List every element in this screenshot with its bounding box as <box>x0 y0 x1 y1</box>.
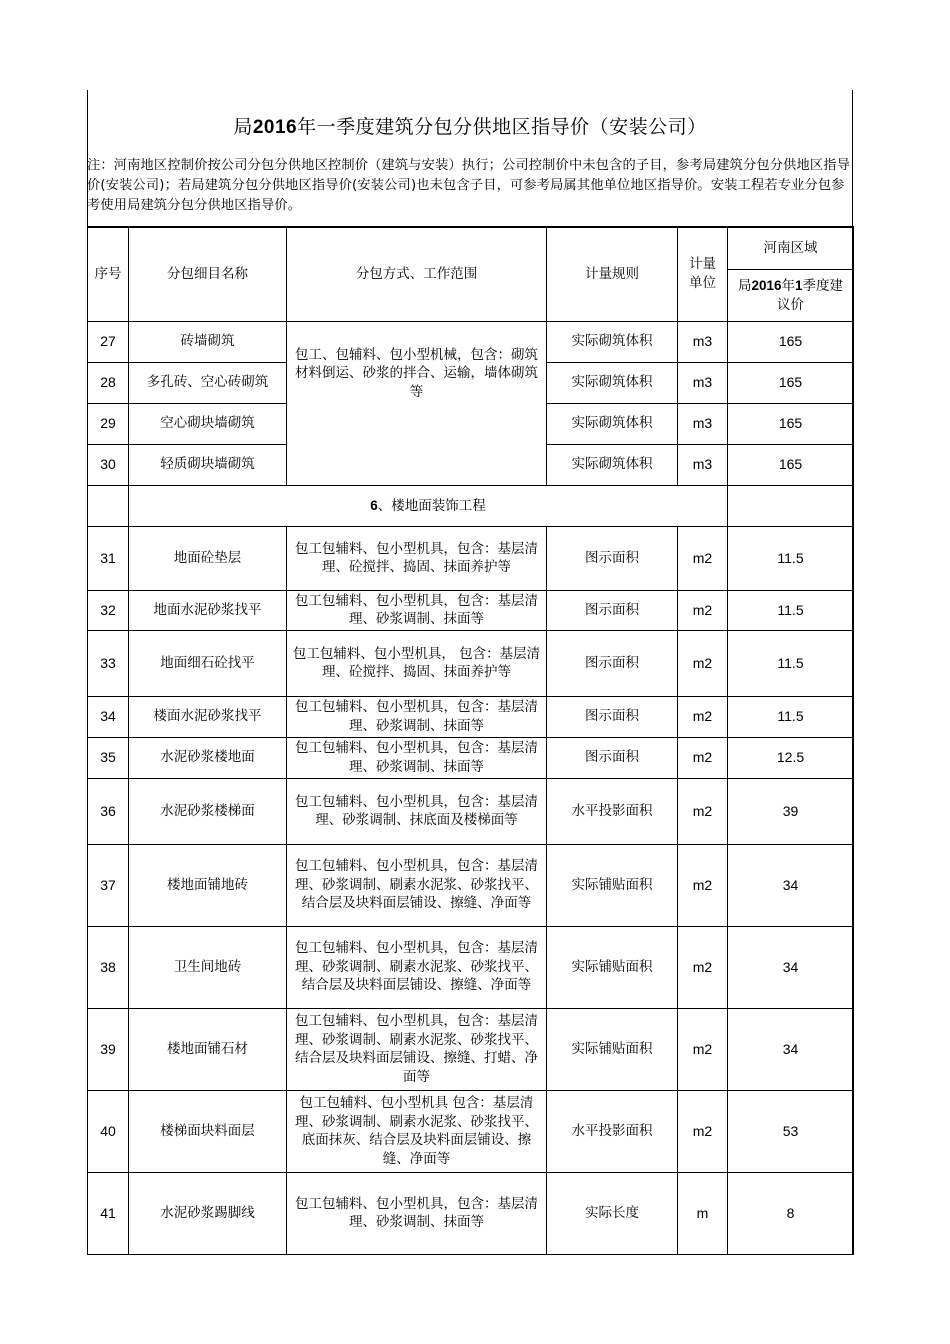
row-seq: 41 <box>88 1172 129 1254</box>
table-row <box>88 1172 854 1254</box>
row-item-name: 地面细石砼找平 <box>129 630 287 696</box>
row-rule: 实际铺贴面积 <box>547 844 678 926</box>
row-item-name: 楼梯面块料面层 <box>129 1090 287 1172</box>
title-suffix: 年一季度建筑分包分供地区指导价（安装公司） <box>297 116 707 138</box>
row-seq: 40 <box>88 1090 129 1172</box>
row-item-name: 地面水泥砂浆找平 <box>129 590 287 630</box>
row-seq: 29 <box>88 403 129 444</box>
row-rule: 实际铺贴面积 <box>547 926 678 1008</box>
section-row <box>88 485 854 526</box>
masonry-shared-scope: 包工、包辅料、包小型机械，包含：砌筑材料倒运、砂浆的拌合、运输，墙体砌筑等 <box>287 321 547 485</box>
table-row <box>88 590 854 630</box>
row-seq: 39 <box>88 1008 129 1090</box>
row-rule: 实际铺贴面积 <box>547 1008 678 1090</box>
table-row <box>88 696 854 737</box>
table-row <box>88 737 854 778</box>
row-seq: 38 <box>88 926 129 1008</box>
row-rule: 实际砌筑体积 <box>547 321 678 362</box>
row-seq: 27 <box>88 321 129 362</box>
note-text: 注：河南地区控制价按公司分包分供地区控制价（建筑与安装）执行；公司控制价中未包含的子目，参考局建筑分包分供地区指导价(安装公司)；若局建筑分包分供地区指导价(安装公司)也未包含子目，可参考局属其他单位地区指导价。安装工程若专业分包参考使用局建筑分包分供地区指导价。 <box>87 158 851 213</box>
row-scope: 包工包辅料、包小型机具，包含：基层清理、砂浆调制、抹面等 <box>287 737 547 778</box>
row-unit: m2 <box>678 1090 728 1172</box>
row-scope: 包工包辅料、包小型机具，包含：基层清理、砂浆调制、刷素水泥浆、砂浆找平、结合层及块料面层铺设、擦缝、净面等 <box>287 926 547 1008</box>
row-item-name: 空心砌块墙砌筑 <box>129 403 287 444</box>
header-price-d: 1 <box>795 277 803 293</box>
row-item-name: 砖墙砌筑 <box>129 321 287 362</box>
row-scope: 包工包辅料、包小型机具，包含：基层清理、砂浆调制、抹面等 <box>287 590 547 630</box>
row-rule: 实际砌筑体积 <box>547 444 678 485</box>
row-item-name: 楼面水泥砂浆找平 <box>129 696 287 737</box>
row-price: 39 <box>728 778 854 844</box>
header-price-c: 年 <box>781 277 796 294</box>
row-price: 12.5 <box>728 737 854 778</box>
table-row <box>88 1090 854 1172</box>
row-seq: 28 <box>88 362 129 403</box>
table-row <box>88 844 854 926</box>
row-seq: 32 <box>88 590 129 630</box>
row-price: 165 <box>728 403 854 444</box>
row-price: 34 <box>728 926 854 1008</box>
row-unit: m <box>678 1172 728 1254</box>
row-scope: 包工包辅料、包小型机具，包含：基层清理、砼搅拌、捣固、抹面养护等 <box>287 526 547 590</box>
row-unit: m2 <box>678 526 728 590</box>
section-empty-price <box>728 485 854 526</box>
row-rule: 水平投影面积 <box>547 1090 678 1172</box>
row-item-name: 水泥砂浆楼地面 <box>129 737 287 778</box>
row-seq: 31 <box>88 526 129 590</box>
header-rule: 计量规则 <box>547 227 678 321</box>
page-title <box>87 112 853 139</box>
row-price: 53 <box>728 1090 854 1172</box>
table-row <box>88 1008 854 1090</box>
row-rule: 图示面积 <box>547 526 678 590</box>
row-unit: m3 <box>678 362 728 403</box>
row-price: 34 <box>728 844 854 926</box>
table-row <box>88 526 854 590</box>
table-row <box>88 321 854 362</box>
row-unit: m3 <box>678 444 728 485</box>
masonry-body <box>88 321 854 485</box>
section-title <box>129 485 728 526</box>
row-item-name: 轻质砌块墙砌筑 <box>129 444 287 485</box>
row-scope: 包工包辅料、包小型机具，包含：基层清理、砂浆调制、刷素水泥浆、砂浆找平、结合层及块料面层铺设、擦缝、打蜡、净面等 <box>287 1008 547 1090</box>
row-item-name: 水泥砂浆踢脚线 <box>129 1172 287 1254</box>
row-item-name: 楼地面铺石材 <box>129 1008 287 1090</box>
header-price-a: 局 <box>737 277 752 294</box>
row-unit: m2 <box>678 844 728 926</box>
row-item-name: 楼地面铺地砖 <box>129 844 287 926</box>
row-rule: 图示面积 <box>547 696 678 737</box>
row-seq: 33 <box>88 630 129 696</box>
row-price: 11.5 <box>728 630 854 696</box>
section-empty-seq <box>88 485 129 526</box>
title-year: 2016 <box>252 117 298 138</box>
row-rule: 水平投影面积 <box>547 778 678 844</box>
row-scope: 包工包辅料、包小型机具，包含：基层清理、砂浆调制、刷素水泥浆、砂浆找平、结合层及块料面层铺设、擦缝、净面等 <box>287 844 547 926</box>
row-price: 11.5 <box>728 696 854 737</box>
header-price-b: 2016 <box>751 277 782 293</box>
row-item-name: 地面砼垫层 <box>129 526 287 590</box>
row-unit: m2 <box>678 630 728 696</box>
row-unit: m2 <box>678 590 728 630</box>
price-sheet <box>87 90 853 1254</box>
row-scope: 包工包辅料、包小型机具， 包含：基层清理、砼搅拌、捣固、抹面养护等 <box>287 630 547 696</box>
row-unit: m2 <box>678 1008 728 1090</box>
row-price: 8 <box>728 1172 854 1254</box>
row-seq: 37 <box>88 844 129 926</box>
header-scope: 分包方式、工作范围 <box>287 227 547 321</box>
header-row <box>88 227 854 269</box>
row-seq: 36 <box>88 778 129 844</box>
header-unit <box>678 227 728 321</box>
row-price: 34 <box>728 1008 854 1090</box>
row-scope: 包工包辅料、包小型机具 包含：基层清理、砂浆调制、刷素水泥浆、砂浆找平、底面抹灰、结合层及块料面层铺设、擦缝、净面等 <box>287 1090 547 1172</box>
table-row <box>88 630 854 696</box>
row-unit: m2 <box>678 737 728 778</box>
row-rule: 图示面积 <box>547 737 678 778</box>
row-rule: 实际砌筑体积 <box>547 362 678 403</box>
section-label: 、楼地面装饰工程 <box>377 497 486 514</box>
row-rule: 实际长度 <box>547 1172 678 1254</box>
price-table <box>87 226 854 1255</box>
row-unit: m3 <box>678 403 728 444</box>
row-seq: 34 <box>88 696 129 737</box>
header-price <box>728 269 854 321</box>
header-item-name: 分包细目名称 <box>129 227 287 321</box>
row-price: 165 <box>728 444 854 485</box>
header-unit-line2: 单位 <box>689 275 716 292</box>
row-item-name: 多孔砖、空心砖砌筑 <box>129 362 287 403</box>
row-item-name: 水泥砂浆楼梯面 <box>129 778 287 844</box>
row-unit: m3 <box>678 321 728 362</box>
row-rule: 实际砌筑体积 <box>547 403 678 444</box>
table-row <box>88 926 854 1008</box>
section-number: 6 <box>370 497 378 513</box>
row-rule: 图示面积 <box>547 630 678 696</box>
row-seq: 30 <box>88 444 129 485</box>
row-seq: 35 <box>88 737 129 778</box>
header-price-e: 季度建议价 <box>777 277 844 313</box>
row-scope: 包工包辅料、包小型机具，包含：基层清理、砂浆调制、抹底面及楼梯面等 <box>287 778 547 844</box>
header-seq: 序号 <box>88 227 129 321</box>
row-unit: m2 <box>678 778 728 844</box>
table-row <box>88 778 854 844</box>
row-price: 165 <box>728 321 854 362</box>
row-scope: 包工包辅料、包小型机具，包含：基层清理、砂浆调制、抹面等 <box>287 1172 547 1254</box>
row-price: 11.5 <box>728 526 854 590</box>
title-prefix: 局 <box>233 116 253 138</box>
row-item-name: 卫生间地砖 <box>129 926 287 1008</box>
row-rule: 图示面积 <box>547 590 678 630</box>
row-price: 11.5 <box>728 590 854 630</box>
row-unit: m2 <box>678 696 728 737</box>
header-unit-line1: 计量 <box>689 256 716 273</box>
header-region: 河南区域 <box>728 227 854 269</box>
row-unit: m2 <box>678 926 728 1008</box>
row-price: 165 <box>728 362 854 403</box>
floor-body <box>88 526 854 1254</box>
row-scope: 包工包辅料、包小型机具，包含：基层清理、砂浆调制、抹面等 <box>287 696 547 737</box>
